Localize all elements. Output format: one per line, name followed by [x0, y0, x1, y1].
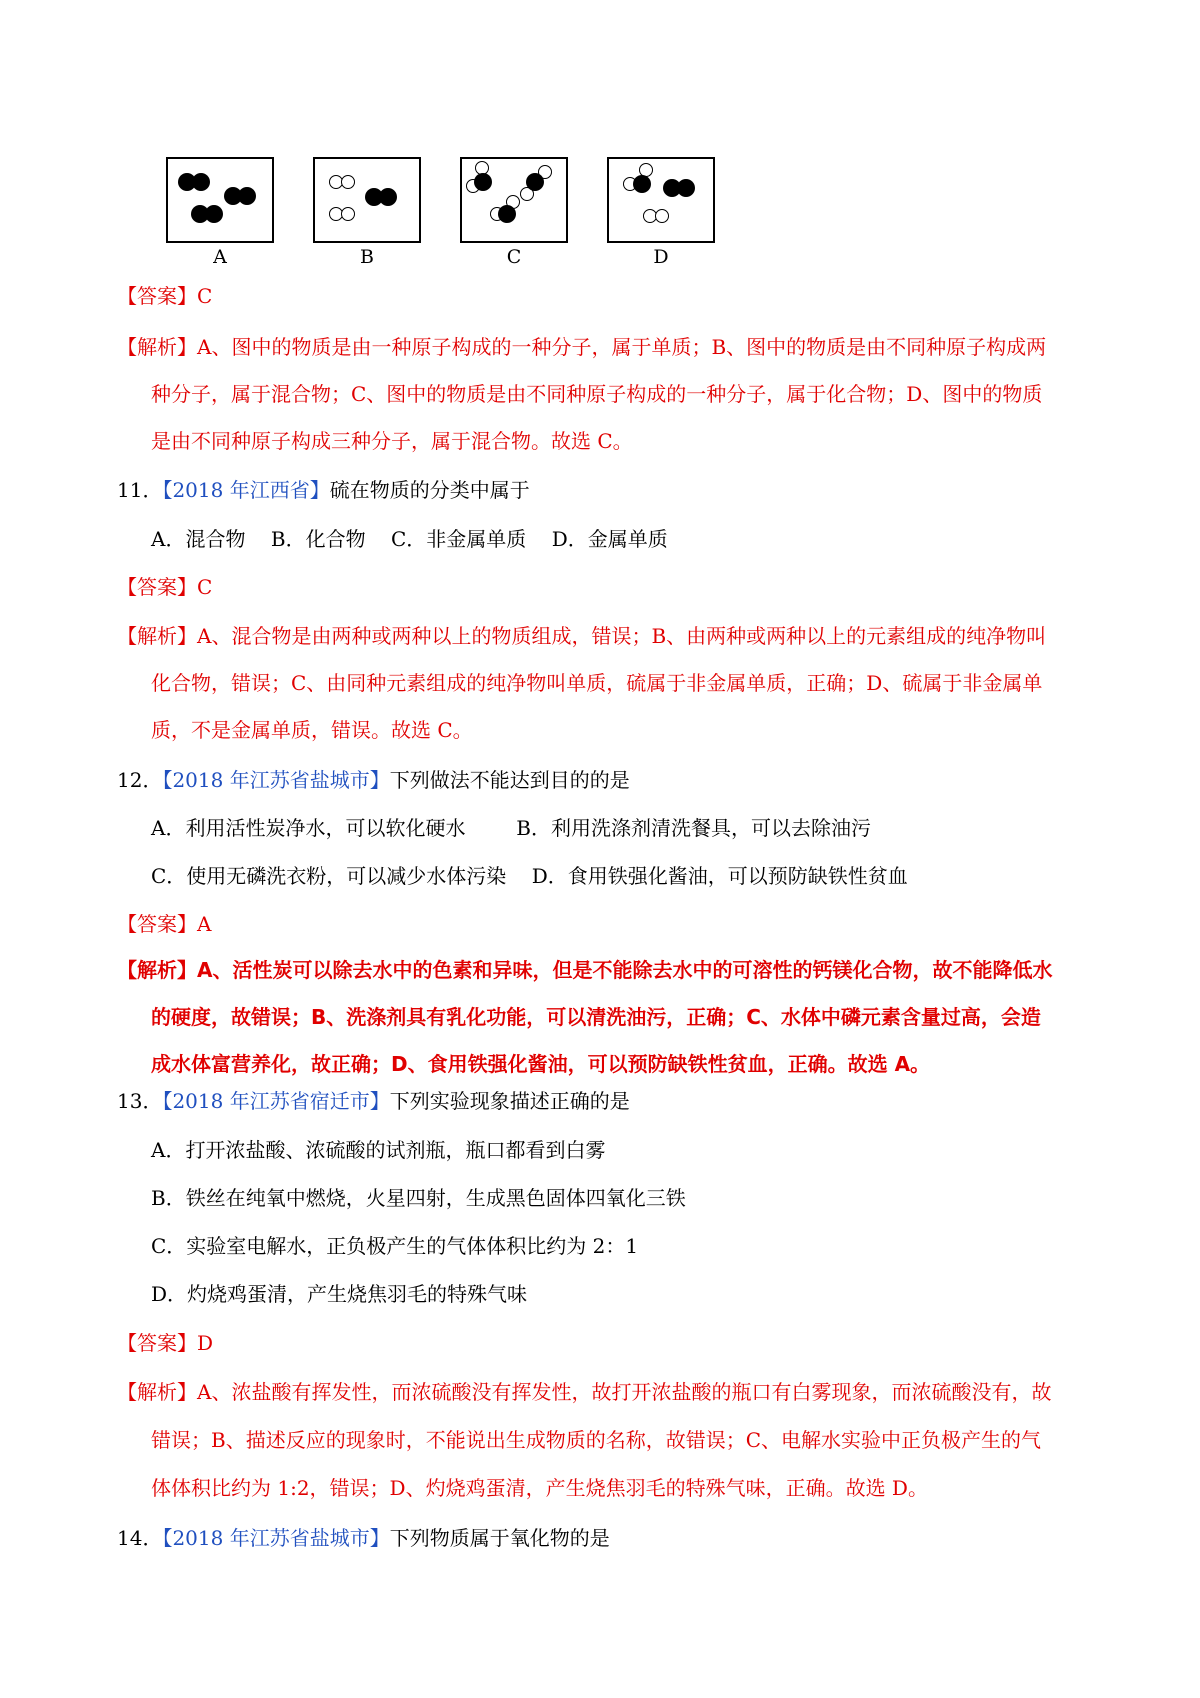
q10-analysis-line-2: 种分子，属于混合物；C、图中的物质是由不同种原子构成的一种分子，属于化合物；D、图中的物质	[151, 382, 1043, 406]
q13-stem: 13．【2018 年江苏省宿迁市】下列实验现象描述正确的是	[117, 1089, 630, 1113]
q13-analysis-line-3: 体体积比约为 1:2，错误；D、灼烧鸡蛋清，产生烧焦羽毛的特殊气味，正确。故选 D。	[151, 1476, 928, 1500]
figure-label-b: B	[360, 246, 374, 268]
q11-analysis-line-2: 化合物，错误；C、由同种元素组成的纯净物叫单质，硫属于非金属单质，正确；D、硫属于非金属单	[151, 671, 1043, 695]
figure-box-a	[166, 157, 274, 243]
q13-option-c: C．实验室电解水，正负极产生的气体体积比约为 2：1	[151, 1234, 639, 1258]
figure-label-d: D	[653, 246, 669, 268]
q11-stem: 11．【2018 年江西省】硫在物质的分类中属于	[117, 478, 530, 502]
q12-options-line-1: A．利用活性炭净水，可以软化硬水 B．利用洗涤剂清洗餐具，可以去除油污	[151, 816, 871, 840]
q10-analysis-line-1: 【解析】A、图中的物质是由一种原子构成的一种分子，属于单质；B、图中的物质是由不同种原子构成两	[117, 335, 1047, 359]
figure-box-c	[460, 157, 568, 243]
q14-stem: 14．【2018 年江苏省盐城市】下列物质属于氧化物的是	[117, 1526, 610, 1550]
q11-answer: 【答案】C	[117, 575, 213, 599]
q12-stem: 12．【2018 年江苏省盐城市】下列做法不能达到目的的是	[117, 768, 630, 792]
molecule-figure	[166, 157, 726, 267]
q10-analysis-line-3: 是由不同种原子构成三种分子，属于混合物。故选 C。	[151, 429, 633, 453]
figure-label-c: C	[506, 246, 522, 268]
q12-analysis-line-2: 的硬度，故错误；B、洗涤剂具有乳化功能，可以清洗油污，正确；C、水体中磷元素含量过高，会造	[151, 1005, 1041, 1029]
figure-box-d	[607, 157, 715, 243]
q13-analysis-line-2: 错误；B、描述反应的现象时，不能说出生成物质的名称，故错误；C、电解水实验中正负极产生的气	[151, 1428, 1041, 1452]
q12-analysis-line-1: 【解析】A、活性炭可以除去水中的色素和异味，但是不能除去水中的可溶性的钙镁化合物，故不能降低水	[117, 958, 1053, 982]
figure-box-b	[313, 157, 421, 243]
q12-answer: 【答案】A	[117, 912, 212, 936]
q11-analysis-line-1: 【解析】A、混合物是由两种或两种以上的物质组成，错误；B、由两种或两种以上的元素组成的纯净物叫	[117, 624, 1047, 648]
q13-option-d: D．灼烧鸡蛋清，产生烧焦羽毛的特殊气味	[151, 1282, 528, 1306]
q13-option-a: A．打开浓盐酸、浓硫酸的试剂瓶，瓶口都看到白雾	[151, 1138, 606, 1162]
q13-option-b: B．铁丝在纯氧中燃烧，火星四射，生成黑色固体四氧化三铁	[151, 1186, 686, 1210]
q11-options: A．混合物 B．化合物 C．非金属单质 D．金属单质	[151, 527, 668, 551]
q10-answer: 【答案】C	[117, 284, 213, 308]
figure-label-a: A	[213, 246, 227, 268]
q13-analysis-line-1: 【解析】A、浓盐酸有挥发性，而浓硫酸没有挥发性，故打开浓盐酸的瓶口有白雾现象，而浓硫酸没有，故	[117, 1380, 1052, 1404]
q11-analysis-line-3: 质，不是金属单质，错误。故选 C。	[151, 718, 473, 742]
q12-options-line-2: C．使用无磷洗衣粉，可以减少水体污染 D．食用铁强化酱油，可以预防缺铁性贫血	[151, 864, 908, 888]
q13-answer: 【答案】D	[117, 1331, 214, 1355]
q12-analysis-line-3: 成水体富营养化，故正确；D、食用铁强化酱油，可以预防缺铁性贫血，正确。故选 A。	[151, 1052, 931, 1076]
